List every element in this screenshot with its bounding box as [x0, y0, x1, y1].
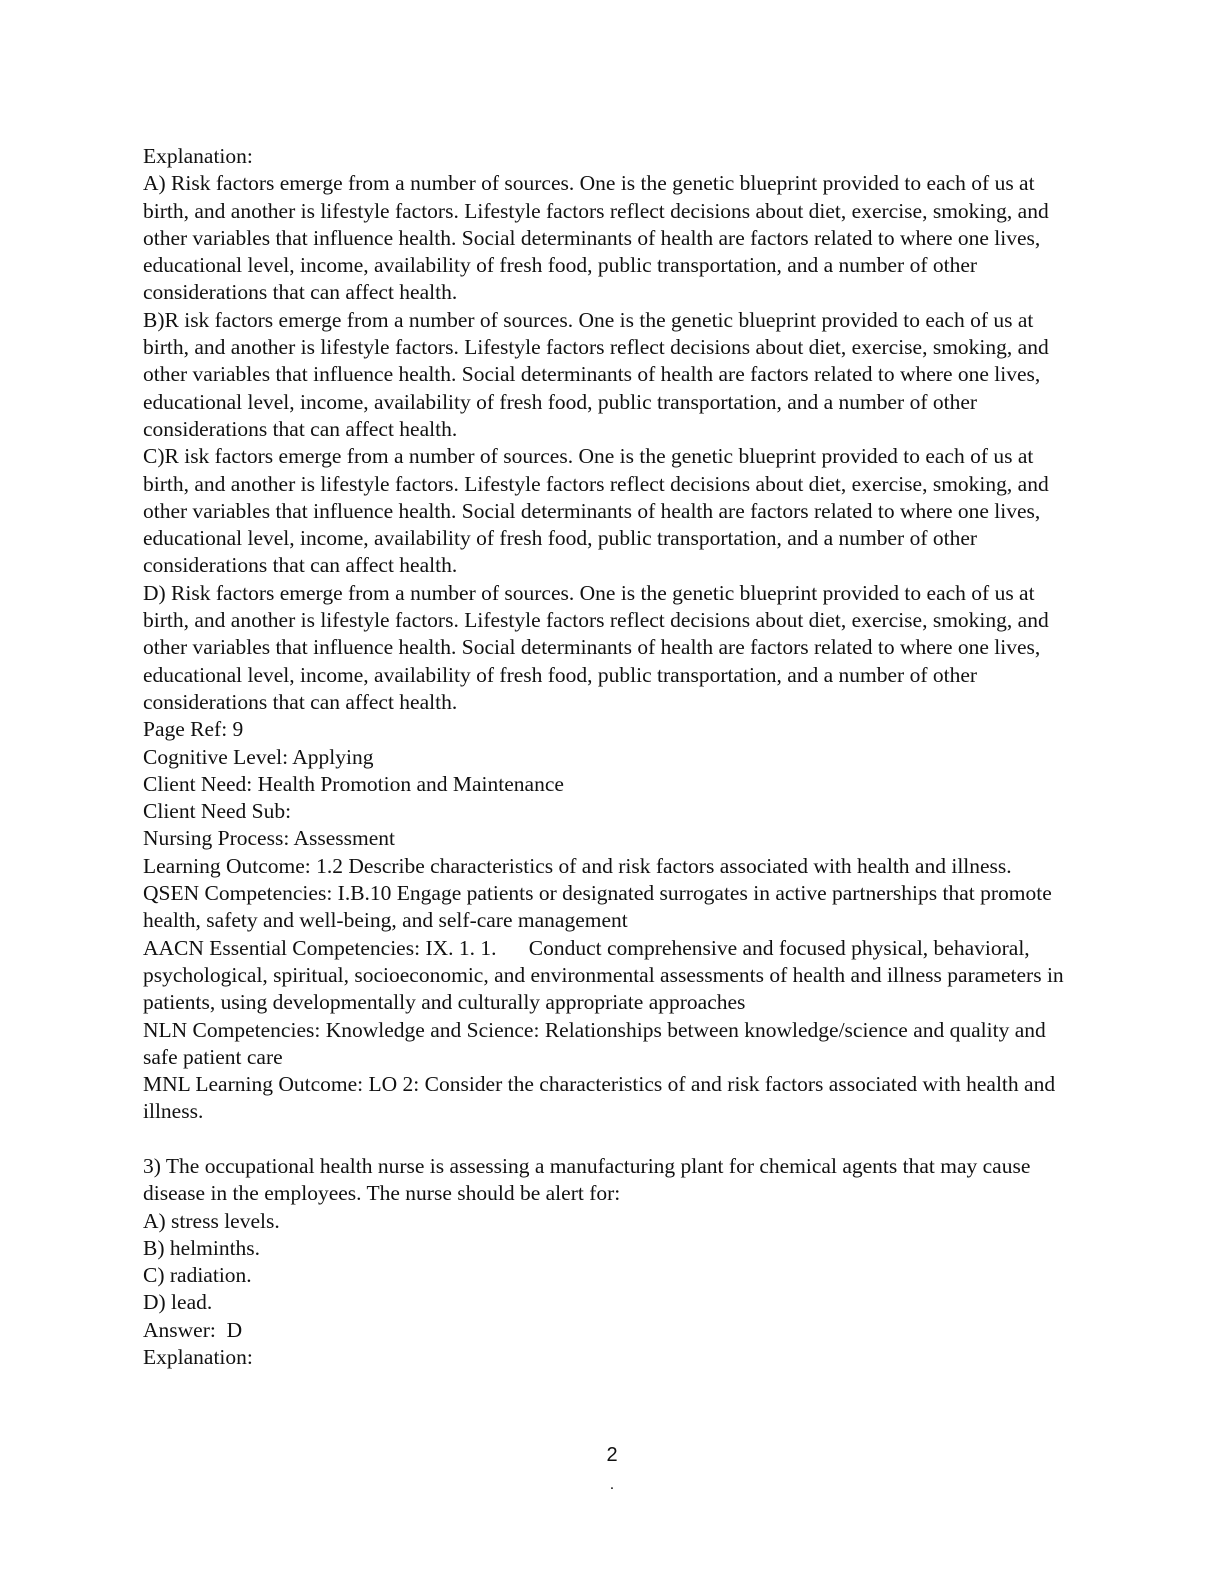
explanation-option-c: C)R isk factors emerge from a number of sources. One is the genetic blueprint provided to each of us at birth, and another is lifestyle factors. Lifestyle factors reflect decisions about diet, exercise, smoking, and other variables that influence health. Social determinants of health are factors related to where one lives, educational level, income, availability of fresh food, public transportation, and a number of other considerations that can affect health.	[143, 444, 1049, 578]
paragraph-gap	[143, 1126, 1083, 1153]
explanation-option-a: A) Risk factors emerge from a number of sources. One is the genetic blueprint provided to each of us at birth, and another is lifestyle factors. Lifestyle factors reflect decisions about diet, exercise, smoking, and other variables that influence health. Social determinants of health are factors related to where one lives, educational level, income, availability of fresh food, public transportation, and a number of other considerations that can affect health.	[143, 171, 1049, 305]
client-need: Client Need: Health Promotion and Maintenance	[143, 771, 564, 796]
explanation-option-b: B)R isk factors emerge from a number of sources. One is the genetic blueprint provided to each of us at birth, and another is lifestyle factors. Lifestyle factors reflect decisions about diet, exercise, smoking, and other variables that influence health. Social determinants of health are factors related to where one lives, educational level, income, availability of fresh food, public transportation, and a number of other considerations that can affect health.	[143, 307, 1049, 441]
question-3-explanation-heading: Explanation:	[143, 1345, 253, 1370]
footer-dot: .	[609, 1476, 615, 1493]
question-3-stem: 3) The occupational health nurse is assessing a manufacturing plant for chemical agents that may cause disease in the employees. The nurse should be alert for:	[143, 1153, 1031, 1206]
learning-outcome: Learning Outcome: 1.2 Describe characteristics of and risk factors associated with health and illness.	[143, 853, 1012, 878]
explanation-option-d: D) Risk factors emerge from a number of sources. One is the genetic blueprint provided to each of us at birth, and another is lifestyle factors. Lifestyle factors reflect decisions about diet, exercise, smoking, and other variables that influence health. Social determinants of health are factors related to where one lives, educational level, income, availability of fresh food, public transportation, and a number of other considerations that can affect health.	[143, 580, 1049, 714]
cognitive-level: Cognitive Level: Applying	[143, 744, 374, 769]
question-3-answer: Answer: D	[143, 1317, 243, 1342]
mnl-learning-outcome: MNL Learning Outcome: LO 2: Consider the characteristics of and risk factors associated with health and illness.	[143, 1072, 1056, 1124]
question-3-option-d: D) lead.	[143, 1290, 213, 1315]
aacn-competencies: AACN Essential Competencies: IX. 1. 1. Conduct comprehensive and focused physical, behavioral, psychological, spiritual, socioeconomic, and environmental assessments of health and illness parameters in patients, using developmentally and culturally appropriate approaches	[143, 935, 1070, 1015]
client-need-sub: Client Need Sub:	[143, 799, 292, 824]
nln-competencies: NLN Competencies: Knowledge and Science: Relationships between knowledge/science and quality and safe patient care	[143, 1017, 1046, 1069]
qsen-competencies: QSEN Competencies: I.B.10 Engage patients or designated surrogates in active partnerships that promote health, safety and well-being, and self-care management	[143, 881, 1052, 933]
question-3-option-c: C) radiation.	[143, 1263, 252, 1288]
question-3-option-b: B) helminths.	[143, 1235, 261, 1260]
explanation-heading: Explanation:	[143, 144, 253, 168]
page-ref: Page Ref: 9	[143, 717, 244, 742]
page-number: 2	[606, 1444, 618, 1466]
question-3-option-a: A) stress levels.	[143, 1208, 280, 1233]
nursing-process: Nursing Process: Assessment	[143, 826, 396, 851]
page-content	[143, 143, 1083, 1371]
